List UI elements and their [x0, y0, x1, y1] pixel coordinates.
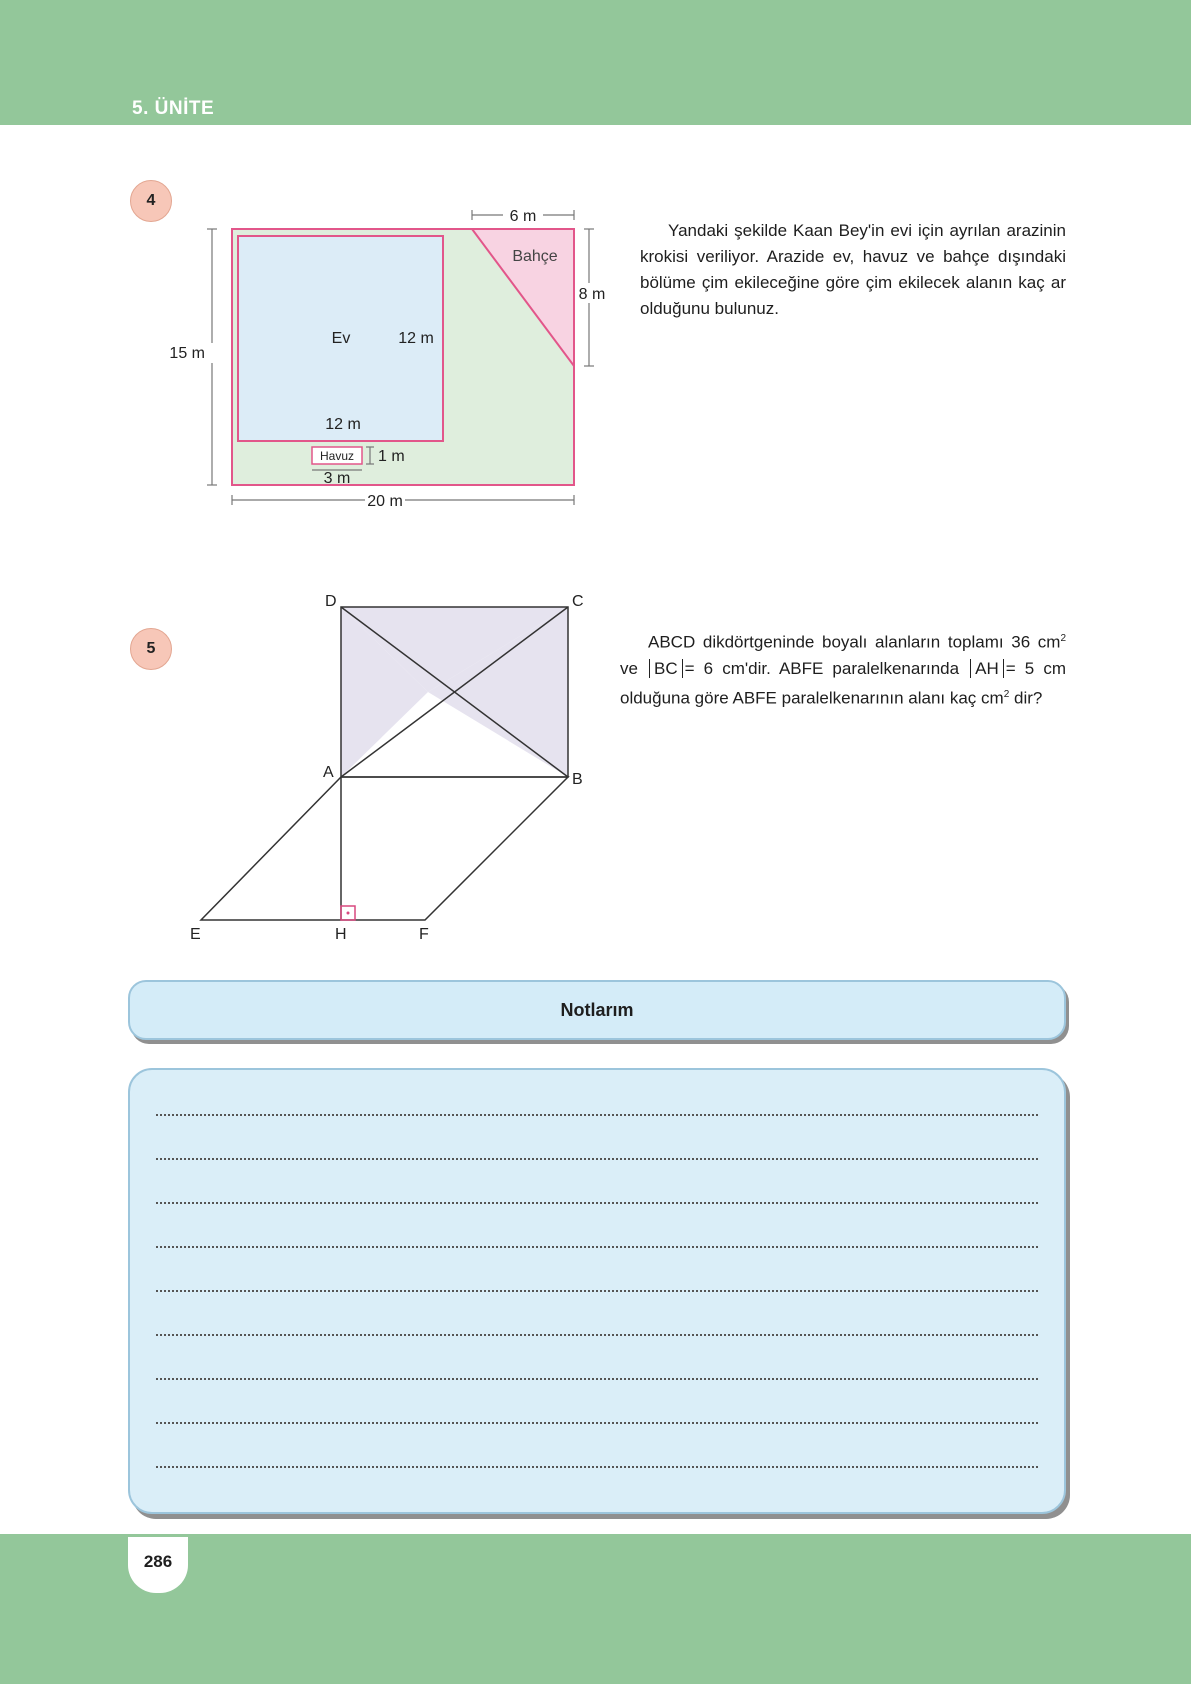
- dim-land-width: 20 m: [367, 493, 403, 510]
- question-5-number: 5: [130, 628, 172, 670]
- note-line: [156, 1202, 1038, 1204]
- question-5-geometry-diagram: [180, 585, 600, 945]
- note-line: [156, 1466, 1038, 1468]
- question-4-paragraph: Yandaki şekilde Kaan Bey'in evi için ayrılan arazinin krokisi veriliyor. Arazide ev, havuz ve bahçe dışındaki bölüme çim ekileceğine göre çim ekilecek alanın kaç ar olduğunu bulunuz.: [640, 221, 1066, 318]
- point-h: H: [335, 926, 347, 943]
- unit-label: 5. ÜNİTE: [132, 98, 215, 119]
- garden-label: Bahçe: [512, 248, 558, 265]
- question-4-number: 4: [130, 180, 172, 222]
- dim-house-bottom: 12 m: [325, 416, 361, 433]
- page-number: 286: [143, 1552, 173, 1571]
- question-4-land-diagram: [169, 195, 620, 525]
- point-d: D: [325, 593, 337, 610]
- notes-header: [128, 980, 1066, 1040]
- dim-pool-height: 1 m: [378, 448, 405, 465]
- point-e: E: [190, 926, 201, 943]
- notes-area[interactable]: [128, 1068, 1066, 1514]
- question-5-text: [620, 626, 1066, 711]
- point-b: B: [572, 771, 583, 788]
- question-4-text: [640, 218, 1066, 322]
- note-line: [156, 1334, 1038, 1336]
- note-line: [156, 1158, 1038, 1160]
- note-line: [156, 1290, 1038, 1292]
- point-f: F: [419, 926, 429, 943]
- dim-garden-side: 8 m: [578, 286, 606, 303]
- dim-land-height: 15 m: [169, 345, 205, 362]
- point-c: C: [572, 593, 584, 610]
- notes-title: Notlarım: [560, 999, 634, 1020]
- note-line: [156, 1246, 1038, 1248]
- dim-garden-top: 6 m: [509, 208, 537, 225]
- dim-pool-width: 3 m: [323, 470, 351, 487]
- pool-label: Havuz: [319, 449, 355, 463]
- question-5-paragraph: ABCD dikdörtgeninde boyalı alanların toplamı 36 $cm^2$ ve BC = 6 cm'dir. ABFE paralelkenarında AH = 5 cm olduğuna göre ABFE paralelkenarının alanı kaç $cm^2$ dir?: [620, 632, 1067, 708]
- note-line: [156, 1422, 1038, 1424]
- house-label: Ev: [331, 330, 351, 347]
- point-a: A: [323, 764, 334, 781]
- segment-ah: AH: [970, 659, 1004, 678]
- note-line: [156, 1378, 1038, 1380]
- dim-house-side: 12 m: [398, 330, 434, 347]
- note-line: [156, 1114, 1038, 1116]
- segment-bc: BC: [649, 659, 683, 678]
